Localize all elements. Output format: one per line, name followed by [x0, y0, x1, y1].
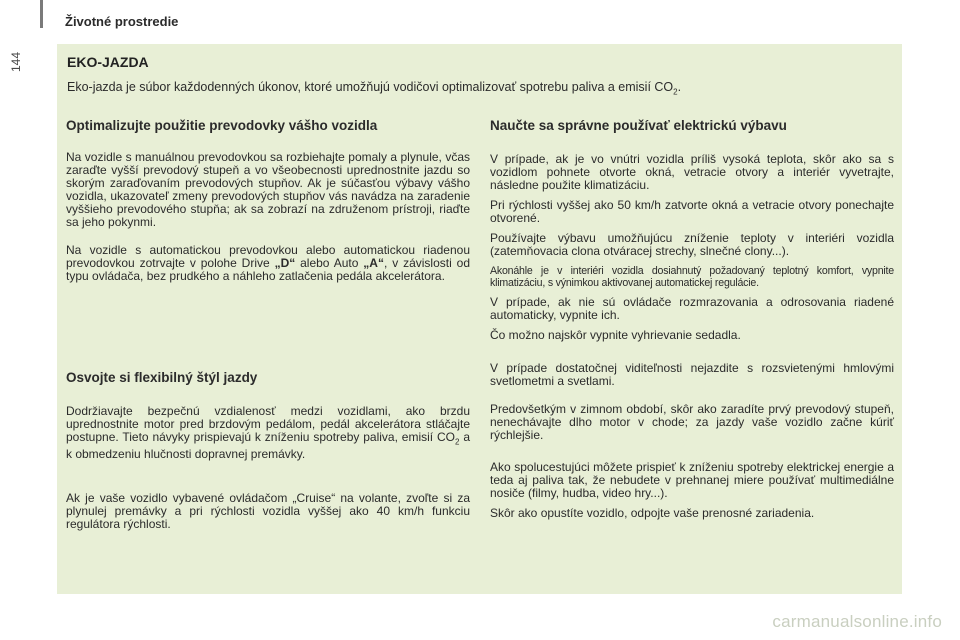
right-column	[490, 119, 894, 527]
left-column-top	[66, 119, 470, 290]
intro-text: Eko-jazda je súbor každodenných úkonov, ktoré umožňujú vodičovi optimalizovať spotrebu paliva a emisií $CO_2$.	[67, 80, 682, 97]
paragraph-ventilate: V prípade, ak je vo vnútri vozidla príliš vysoká teplota, skôr ako sa s vozidlom pohnete otvorte okná, vetracie otvory a interiér vyvetrajte, následne použite klimatizáciu.	[490, 152, 894, 192]
paragraph-sun-blinds: Používajte výbavu umožňujúcu zníženie teploty v interiéri vozidla (zatemňovacia clona otváracej strechy, slnečné clony...).	[490, 231, 894, 258]
left-column-bottom	[66, 371, 470, 538]
paragraph-cruise-control: Ak je vaše vozidlo vybavené ovládačom „Cruise“ na volante, zvoľte si za plynulej premávky a pri rýchlosti vozidla vyššej ako 40 km/h funkciu regulátora rýchlosti.	[66, 491, 470, 532]
paragraph-multimedia: Ako spolucestujúci môžete prispieť k zníženiu spotreby elektrickej energie a teda aj paliva tak, že nebudete v prehnanej miere používať multimediálne nosiče (filmy, hudba, video hry...).	[490, 460, 894, 500]
paragraph-windows: Pri rýchlosti vyššej ako 50 km/h zatvorte okná a vetracie otvory ponechajte otvorené.	[490, 198, 894, 225]
heading-flexible-driving: Osvojte si flexibilný štýl jazdy	[66, 370, 258, 385]
header-rule	[40, 0, 43, 28]
heading-electrical-equipment: Naučte sa správne používať elektrickú výbavu	[490, 118, 787, 133]
paragraph-portable-devices: Skôr ako opustíte vozidlo, odpojte vaše prenosné zariadenia.	[490, 506, 815, 520]
section-title: Životné prostredie	[65, 14, 179, 29]
watermark: carmanualsonline.info	[772, 612, 942, 631]
paragraph-demisting: V prípade, ak nie sú ovládače rozmrazovania a odrosovania riadené automaticky, vypnite ich.	[490, 295, 894, 322]
page-number: 144	[9, 52, 23, 73]
paragraph-winter-engine: Predovšetkým v zimnom období, skôr ako zaradíte prvý prevodový stupeň, nenechávajte dlho motor v chode; za jazdy vaše vozidlo začne kúriť rýchlejšie.	[490, 402, 894, 442]
paragraph-safe-distance: Dodržiavajte bezpečnú vzdialenosť medzi vozidlami, ako brzdu uprednostnite motor pred brzdovým pedálom, pedál akcelerátora stláčajte postupne. Tieto návyky prispievajú k zníženiu spotreby paliva, emisií $CO_2$ a k obmedzeniu hlučnosti dopravnej premávky.	[66, 404, 470, 462]
paragraph-air-conditioning: Akonáhle je v interiéri vozidla dosiahnutý požadovaný teplotný komfort, vypnite klimatizáciu, s výnimkou aktivovanej automatickej regulácie.	[490, 265, 894, 289]
page-title: EKO-JAZDA	[67, 54, 149, 70]
paragraph-manual-gearbox: Na vozidle s manuálnou prevodovkou sa rozbiehajte pomaly a plynule, včas zaraďte vyšší prevodový stupeň a vo všeobecnosti uprednostnite jazdu so skorým zaraďovaním prevodových stupňov. Ak je súčasťou výbavy vášho vozidla, ukazovateľ zmeny prevodových stupňov vás navádza na zaradenie vyššieho prevodového stupňa; ak sa zobrazí na združenom prístroji, riaďte sa jeho pokynmi.	[66, 150, 470, 229]
heading-gearbox: Optimalizujte použitie prevodovky vášho vozidla	[66, 118, 378, 133]
paragraph-seat-heating: Čo možno najskôr vypnite vyhrievanie sedadla.	[490, 328, 741, 342]
paragraph-fog-lamps: V prípade dostatočnej viditeľnosti nejazdite s rozsvietenými hmlovými svetlometmi a svetlami.	[490, 361, 894, 388]
paragraph-automatic-gearbox: Na vozidle s automatickou prevodovkou alebo automatickou riadenou prevodovkou zotrvajte v polohe Drive „D“ alebo Auto „A“, v závislosti od typu ovládača, bez prudkého a náhleho zatlačenia pedála akcelerátora.	[66, 243, 470, 283]
